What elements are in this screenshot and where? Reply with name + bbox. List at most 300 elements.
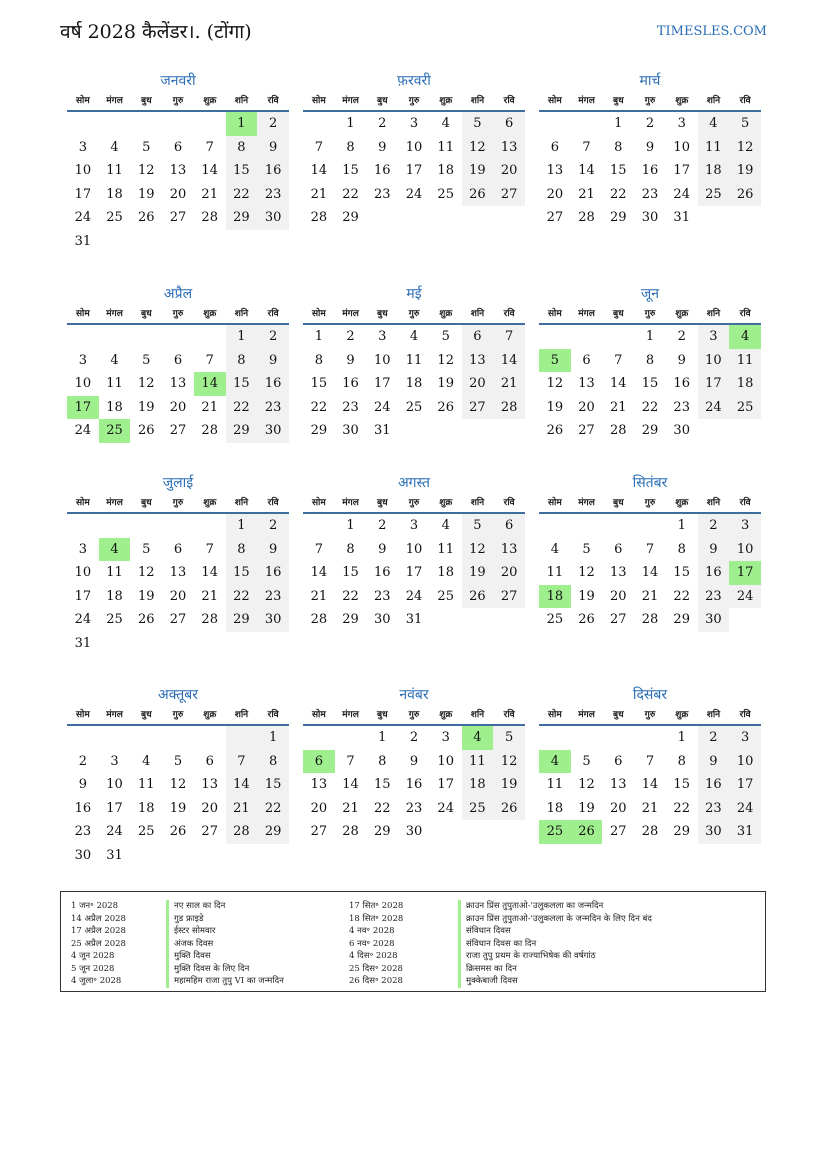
day-cell[interactable]: 27	[169, 423, 187, 439]
day-cell[interactable]: 24	[673, 186, 690, 202]
day-cell[interactable]: 24	[729, 585, 761, 609]
day-cell[interactable]: 19	[138, 186, 155, 202]
day-cell[interactable]: 9	[257, 136, 289, 160]
day-cell[interactable]: 6	[173, 541, 183, 557]
day-cell[interactable]: 24	[374, 399, 391, 415]
day-cell[interactable]: 14	[641, 565, 659, 581]
day-cell[interactable]: 22	[226, 396, 258, 420]
day-cell[interactable]: 25	[539, 820, 571, 844]
day-cell[interactable]: 12	[462, 538, 494, 562]
day-cell[interactable]: 11	[405, 352, 423, 368]
day-cell[interactable]: 6	[462, 325, 494, 349]
day-cell[interactable]: 1	[314, 329, 323, 344]
day-cell[interactable]: 12	[462, 136, 494, 160]
day-cell[interactable]: 26	[138, 612, 155, 628]
day-cell[interactable]: 18	[106, 399, 123, 415]
day-cell[interactable]: 22	[342, 588, 359, 604]
day-cell[interactable]: 1	[226, 514, 258, 538]
day-cell[interactable]: 30	[698, 820, 730, 844]
day-cell[interactable]: 19	[437, 376, 454, 392]
day-cell[interactable]: 18	[539, 585, 571, 609]
day-cell[interactable]: 15	[257, 773, 289, 797]
day-cell[interactable]: 1	[257, 726, 289, 750]
day-cell[interactable]: 30	[257, 608, 289, 632]
day-cell[interactable]: 21	[342, 800, 359, 816]
day-cell[interactable]: 29	[641, 423, 659, 439]
day-cell[interactable]: 16	[74, 800, 92, 816]
day-cell[interactable]: 8	[226, 136, 258, 160]
day-cell[interactable]: 8	[346, 541, 355, 557]
day-cell[interactable]: 29	[374, 824, 391, 840]
day-cell[interactable]: 7	[314, 541, 323, 557]
day-cell[interactable]: 27	[201, 824, 218, 840]
day-cell[interactable]: 3	[78, 352, 87, 368]
day-cell[interactable]: 11	[106, 163, 123, 179]
day-cell[interactable]: 2	[698, 726, 730, 750]
day-cell[interactable]: 28	[641, 824, 659, 840]
day-cell[interactable]: 7	[314, 139, 323, 155]
day-cell[interactable]: 25	[405, 399, 423, 415]
day-cell[interactable]: 4	[110, 352, 119, 368]
day-cell[interactable]: 9	[409, 753, 419, 769]
day-cell[interactable]: 1	[645, 329, 655, 344]
day-cell[interactable]: 3	[110, 753, 119, 769]
day-cell[interactable]: 1	[614, 116, 623, 131]
day-cell[interactable]: 29	[342, 210, 359, 226]
day-cell[interactable]: 22	[257, 797, 289, 821]
day-cell[interactable]: 2	[257, 325, 289, 349]
day-cell[interactable]: 29	[673, 612, 690, 628]
day-cell[interactable]: 24	[729, 797, 761, 821]
day-cell[interactable]: 12	[729, 136, 761, 160]
day-cell[interactable]: 10	[698, 349, 730, 373]
day-cell[interactable]: 5	[173, 753, 183, 769]
day-cell[interactable]: 8	[257, 750, 289, 774]
day-cell[interactable]: 23	[698, 585, 730, 609]
day-cell[interactable]: 28	[641, 612, 659, 628]
day-cell[interactable]: 12	[437, 352, 454, 368]
day-cell[interactable]: 14	[342, 777, 359, 793]
day-cell[interactable]: 4	[441, 518, 450, 533]
day-cell[interactable]: 25	[138, 824, 155, 840]
day-cell[interactable]: 13	[546, 163, 564, 179]
day-cell[interactable]: 8	[677, 753, 686, 769]
day-cell[interactable]: 23	[374, 588, 391, 604]
day-cell[interactable]: 17	[673, 163, 690, 179]
day-cell[interactable]: 4	[698, 112, 730, 136]
day-cell[interactable]: 16	[257, 561, 289, 585]
day-cell[interactable]: 9	[378, 541, 387, 557]
day-cell[interactable]: 20	[610, 800, 627, 816]
day-cell[interactable]: 15	[226, 561, 258, 585]
day-cell[interactable]: 27	[610, 612, 627, 628]
day-cell[interactable]: 12	[138, 163, 155, 179]
day-cell[interactable]: 19	[138, 399, 155, 415]
day-cell[interactable]: 13	[578, 376, 595, 392]
day-cell[interactable]: 2	[378, 116, 387, 131]
day-cell[interactable]: 8	[314, 352, 323, 368]
day-cell[interactable]: 9	[378, 139, 387, 155]
day-cell[interactable]: 25	[437, 588, 454, 604]
day-cell[interactable]: 21	[201, 588, 218, 604]
day-cell[interactable]: 25	[437, 186, 454, 202]
day-cell[interactable]: 6	[205, 753, 214, 769]
day-cell[interactable]: 21	[226, 797, 258, 821]
day-cell[interactable]: 5	[142, 139, 151, 155]
day-cell[interactable]: 11	[437, 541, 454, 557]
day-cell[interactable]: 20	[310, 800, 328, 816]
day-cell[interactable]: 16	[374, 565, 391, 581]
day-cell[interactable]: 3	[729, 514, 761, 538]
day-cell[interactable]: 5	[142, 352, 151, 368]
day-cell[interactable]: 30	[74, 847, 92, 863]
day-cell[interactable]: 9	[257, 349, 289, 373]
day-cell[interactable]: 10	[74, 565, 92, 581]
day-cell[interactable]: 7	[645, 541, 655, 557]
day-cell[interactable]: 5	[582, 753, 591, 769]
day-cell[interactable]: 18	[462, 773, 494, 797]
day-cell[interactable]: 27	[493, 585, 525, 609]
day-cell[interactable]: 23	[374, 186, 391, 202]
day-cell[interactable]: 11	[546, 565, 564, 581]
day-cell[interactable]: 16	[342, 376, 359, 392]
day-cell[interactable]: 20	[169, 186, 187, 202]
day-cell[interactable]: 19	[169, 800, 187, 816]
day-cell[interactable]: 28	[201, 423, 218, 439]
day-cell[interactable]: 18	[698, 159, 730, 183]
day-cell[interactable]: 15	[226, 372, 258, 396]
day-cell[interactable]: 20	[201, 800, 218, 816]
day-cell[interactable]: 18	[138, 800, 155, 816]
day-cell[interactable]: 5	[462, 514, 494, 538]
day-cell[interactable]: 28	[310, 612, 328, 628]
day-cell[interactable]: 16	[698, 773, 730, 797]
day-cell[interactable]: 15	[226, 159, 258, 183]
day-cell[interactable]: 11	[138, 777, 155, 793]
day-cell[interactable]: 6	[550, 139, 559, 155]
day-cell[interactable]: 30	[673, 423, 690, 439]
day-cell[interactable]: 5	[582, 541, 591, 557]
day-cell[interactable]: 20	[546, 186, 564, 202]
day-cell[interactable]: 12	[546, 376, 564, 392]
day-cell[interactable]: 3	[677, 116, 686, 131]
day-cell[interactable]: 17	[67, 396, 99, 420]
day-cell[interactable]: 13	[169, 565, 187, 581]
day-cell[interactable]: 23	[257, 585, 289, 609]
day-cell[interactable]: 23	[641, 186, 659, 202]
day-cell[interactable]: 31	[374, 423, 391, 439]
day-cell[interactable]: 26	[169, 824, 187, 840]
day-cell[interactable]: 5	[493, 726, 525, 750]
day-cell[interactable]: 29	[610, 210, 627, 226]
day-cell[interactable]: 6	[173, 352, 183, 368]
day-cell[interactable]: 8	[378, 753, 387, 769]
day-cell[interactable]: 21	[610, 399, 627, 415]
day-cell[interactable]: 8	[677, 541, 686, 557]
day-cell[interactable]: 28	[201, 612, 218, 628]
day-cell[interactable]: 2	[257, 112, 289, 136]
day-cell[interactable]: 3	[78, 139, 87, 155]
day-cell[interactable]: 21	[201, 186, 218, 202]
day-cell[interactable]: 22	[673, 800, 690, 816]
day-cell[interactable]: 3	[729, 726, 761, 750]
day-cell[interactable]: 1	[226, 112, 258, 136]
day-cell[interactable]: 25	[106, 210, 123, 226]
day-cell[interactable]: 8	[645, 352, 655, 368]
day-cell[interactable]: 24	[74, 612, 92, 628]
day-cell[interactable]: 22	[641, 399, 659, 415]
day-cell[interactable]: 19	[578, 588, 595, 604]
day-cell[interactable]: 16	[257, 159, 289, 183]
day-cell[interactable]: 2	[698, 514, 730, 538]
day-cell[interactable]: 7	[226, 750, 258, 774]
day-cell[interactable]: 12	[578, 777, 595, 793]
day-cell[interactable]: 15	[342, 565, 359, 581]
day-cell[interactable]: 13	[169, 376, 187, 392]
day-cell[interactable]: 19	[138, 588, 155, 604]
day-cell[interactable]: 24	[74, 210, 92, 226]
day-cell[interactable]: 30	[257, 206, 289, 230]
day-cell[interactable]: 14	[194, 372, 226, 396]
day-cell[interactable]: 13	[493, 538, 525, 562]
day-cell[interactable]: 10	[405, 139, 423, 155]
day-cell[interactable]: 1	[226, 325, 258, 349]
day-cell[interactable]: 26	[546, 423, 564, 439]
day-cell[interactable]: 16	[673, 376, 690, 392]
day-cell[interactable]: 19	[578, 800, 595, 816]
day-cell[interactable]: 9	[78, 777, 87, 793]
day-cell[interactable]: 4	[729, 325, 761, 349]
day-cell[interactable]: 25	[729, 396, 761, 420]
day-cell[interactable]: 27	[169, 612, 187, 628]
day-cell[interactable]: 7	[645, 753, 655, 769]
day-cell[interactable]: 7	[614, 352, 623, 368]
day-cell[interactable]: 10	[729, 538, 761, 562]
day-cell[interactable]: 16	[374, 163, 391, 179]
day-cell[interactable]: 26	[138, 210, 155, 226]
day-cell[interactable]: 9	[677, 352, 686, 368]
day-cell[interactable]: 19	[546, 399, 564, 415]
day-cell[interactable]: 5	[462, 112, 494, 136]
day-cell[interactable]: 15	[641, 376, 659, 392]
day-cell[interactable]: 13	[310, 777, 328, 793]
day-cell[interactable]: 19	[729, 159, 761, 183]
day-cell[interactable]: 25	[698, 183, 730, 207]
day-cell[interactable]: 14	[493, 349, 525, 373]
day-cell[interactable]: 10	[74, 376, 92, 392]
day-cell[interactable]: 27	[610, 824, 627, 840]
day-cell[interactable]: 23	[257, 183, 289, 207]
day-cell[interactable]: 18	[106, 186, 123, 202]
day-cell[interactable]: 22	[342, 186, 359, 202]
day-cell[interactable]: 15	[374, 777, 391, 793]
day-cell[interactable]: 6	[303, 750, 335, 774]
day-cell[interactable]: 14	[310, 565, 328, 581]
day-cell[interactable]: 29	[342, 612, 359, 628]
day-cell[interactable]: 10	[106, 777, 123, 793]
site-link[interactable]: TIMESLES.COM	[656, 24, 767, 39]
day-cell[interactable]: 17	[374, 376, 391, 392]
day-cell[interactable]: 4	[539, 750, 571, 774]
day-cell[interactable]: 28	[578, 210, 595, 226]
day-cell[interactable]: 27	[546, 210, 564, 226]
day-cell[interactable]: 8	[226, 349, 258, 373]
day-cell[interactable]: 1	[346, 116, 355, 131]
day-cell[interactable]: 2	[677, 329, 686, 344]
day-cell[interactable]: 2	[78, 753, 87, 769]
day-cell[interactable]: 9	[257, 538, 289, 562]
day-cell[interactable]: 25	[106, 612, 123, 628]
day-cell[interactable]: 5	[142, 541, 151, 557]
day-cell[interactable]: 9	[346, 352, 355, 368]
day-cell[interactable]: 6	[614, 753, 623, 769]
day-cell[interactable]: 14	[201, 163, 218, 179]
day-cell[interactable]: 17	[74, 588, 92, 604]
day-cell[interactable]: 26	[462, 183, 494, 207]
day-cell[interactable]: 25	[546, 612, 564, 628]
day-cell[interactable]: 30	[374, 612, 391, 628]
day-cell[interactable]: 26	[729, 183, 761, 207]
day-cell[interactable]: 28	[342, 824, 359, 840]
day-cell[interactable]: 26	[578, 612, 595, 628]
day-cell[interactable]: 22	[610, 186, 627, 202]
day-cell[interactable]: 12	[138, 376, 155, 392]
day-cell[interactable]: 16	[405, 777, 423, 793]
day-cell[interactable]: 24	[106, 824, 123, 840]
day-cell[interactable]: 17	[698, 372, 730, 396]
day-cell[interactable]: 16	[641, 163, 659, 179]
day-cell[interactable]: 4	[550, 541, 559, 557]
day-cell[interactable]: 1	[677, 518, 686, 533]
day-cell[interactable]: 1	[346, 518, 355, 533]
day-cell[interactable]: 13	[462, 349, 494, 373]
day-cell[interactable]: 27	[578, 423, 595, 439]
day-cell[interactable]: 2	[409, 730, 419, 745]
day-cell[interactable]: 26	[571, 820, 603, 844]
day-cell[interactable]: 12	[138, 565, 155, 581]
day-cell[interactable]: 2	[346, 329, 355, 344]
day-cell[interactable]: 11	[462, 750, 494, 774]
day-cell[interactable]: 22	[226, 585, 258, 609]
day-cell[interactable]: 4	[462, 726, 494, 750]
day-cell[interactable]: 17	[729, 773, 761, 797]
day-cell[interactable]: 28	[610, 423, 627, 439]
day-cell[interactable]: 21	[641, 588, 659, 604]
day-cell[interactable]: 29	[226, 608, 258, 632]
day-cell[interactable]: 18	[437, 163, 454, 179]
day-cell[interactable]: 12	[169, 777, 187, 793]
day-cell[interactable]: 6	[582, 352, 591, 368]
day-cell[interactable]: 21	[641, 800, 659, 816]
day-cell[interactable]: 30	[641, 210, 659, 226]
day-cell[interactable]: 31	[74, 635, 92, 651]
day-cell[interactable]: 30	[405, 824, 423, 840]
day-cell[interactable]: 15	[310, 376, 328, 392]
day-cell[interactable]: 16	[698, 561, 730, 585]
day-cell[interactable]: 18	[437, 565, 454, 581]
day-cell[interactable]: 10	[729, 750, 761, 774]
day-cell[interactable]: 10	[673, 139, 690, 155]
day-cell[interactable]: 22	[310, 399, 328, 415]
day-cell[interactable]: 13	[493, 136, 525, 160]
day-cell[interactable]: 11	[729, 349, 761, 373]
day-cell[interactable]: 31	[729, 820, 761, 844]
day-cell[interactable]: 8	[614, 139, 623, 155]
day-cell[interactable]: 26	[138, 423, 155, 439]
day-cell[interactable]: 4	[441, 116, 450, 131]
day-cell[interactable]: 28	[493, 396, 525, 420]
day-cell[interactable]: 14	[201, 565, 218, 581]
day-cell[interactable]: 4	[110, 139, 119, 155]
day-cell[interactable]: 8	[226, 538, 258, 562]
day-cell[interactable]: 1	[378, 730, 387, 745]
day-cell[interactable]: 27	[310, 824, 328, 840]
day-cell[interactable]: 21	[201, 399, 218, 415]
day-cell[interactable]: 3	[78, 541, 87, 557]
day-cell[interactable]: 29	[226, 419, 258, 443]
day-cell[interactable]: 7	[205, 352, 214, 368]
day-cell[interactable]: 3	[441, 730, 450, 745]
day-cell[interactable]: 15	[673, 777, 690, 793]
day-cell[interactable]: 11	[106, 376, 123, 392]
day-cell[interactable]: 28	[201, 210, 218, 226]
day-cell[interactable]: 31	[74, 233, 92, 249]
day-cell[interactable]: 20	[169, 588, 187, 604]
day-cell[interactable]: 6	[614, 541, 623, 557]
day-cell[interactable]: 4	[142, 753, 151, 769]
day-cell[interactable]: 7	[346, 753, 355, 769]
day-cell[interactable]: 19	[462, 561, 494, 585]
day-cell[interactable]: 5	[729, 112, 761, 136]
day-cell[interactable]: 23	[673, 399, 690, 415]
day-cell[interactable]: 10	[374, 352, 391, 368]
day-cell[interactable]: 23	[342, 399, 359, 415]
day-cell[interactable]: 7	[205, 139, 214, 155]
day-cell[interactable]: 26	[462, 585, 494, 609]
day-cell[interactable]: 17	[405, 565, 423, 581]
day-cell[interactable]: 24	[698, 396, 730, 420]
day-cell[interactable]: 25	[462, 797, 494, 821]
day-cell[interactable]: 6	[173, 139, 183, 155]
day-cell[interactable]: 11	[698, 136, 730, 160]
day-cell[interactable]: 21	[310, 588, 328, 604]
day-cell[interactable]: 7	[582, 139, 591, 155]
day-cell[interactable]: 10	[74, 163, 92, 179]
day-cell[interactable]: 14	[610, 376, 627, 392]
day-cell[interactable]: 7	[493, 325, 525, 349]
day-cell[interactable]: 17	[74, 186, 92, 202]
day-cell[interactable]: 23	[257, 396, 289, 420]
day-cell[interactable]: 17	[106, 800, 123, 816]
day-cell[interactable]: 20	[578, 399, 595, 415]
day-cell[interactable]: 9	[698, 538, 730, 562]
day-cell[interactable]: 3	[409, 116, 419, 131]
day-cell[interactable]: 23	[698, 797, 730, 821]
day-cell[interactable]: 10	[437, 753, 454, 769]
day-cell[interactable]: 24	[405, 186, 423, 202]
day-cell[interactable]: 13	[201, 777, 218, 793]
day-cell[interactable]: 22	[673, 588, 690, 604]
day-cell[interactable]: 18	[546, 800, 564, 816]
day-cell[interactable]: 31	[673, 210, 690, 226]
day-cell[interactable]: 14	[641, 777, 659, 793]
day-cell[interactable]: 19	[493, 773, 525, 797]
day-cell[interactable]: 28	[310, 210, 328, 226]
day-cell[interactable]: 31	[106, 847, 123, 863]
day-cell[interactable]: 17	[405, 163, 423, 179]
day-cell[interactable]: 14	[226, 773, 258, 797]
day-cell[interactable]: 6	[493, 514, 525, 538]
